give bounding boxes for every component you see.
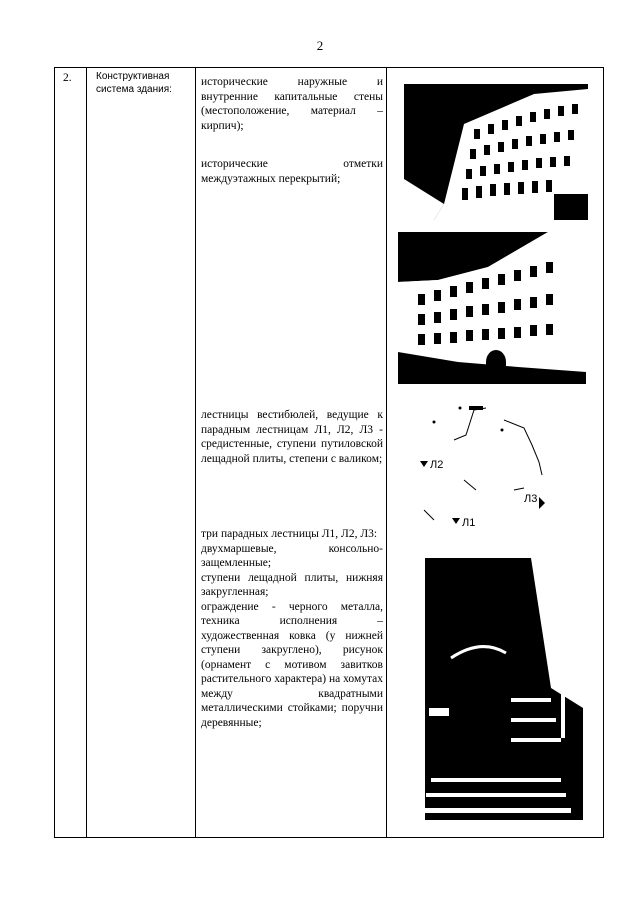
column-divider bbox=[86, 68, 87, 837]
heritage-table bbox=[54, 67, 604, 838]
facade-photo-2 bbox=[398, 232, 586, 384]
stairs-intro: три парадных лестницы Л1, Л2, Л3: bbox=[201, 528, 378, 540]
stairs-type: двухмаршевые, консольно-защемленные; bbox=[201, 542, 383, 569]
paragraph-main-stairs bbox=[201, 527, 383, 730]
stairs-steps: ступени лещадной плиты, нижняя закругленная; bbox=[201, 571, 383, 598]
stairs-railing: ограждение - черного металла, техника исполнения – художественная ковка (у нижней ступени закруглено), рисунок (орнамент с мотивом завитков растительного характера) на хомутах между квадратными металлическими стойками; поручни деревянные; bbox=[201, 600, 383, 729]
plan-label-l3: Л3 bbox=[524, 493, 538, 505]
column-divider bbox=[386, 68, 387, 837]
row-label: Конструктивная система здания: bbox=[96, 71, 172, 95]
row-number: 2. bbox=[63, 72, 72, 84]
floor-plan-sketch bbox=[404, 400, 584, 538]
column-divider bbox=[195, 68, 196, 837]
staircase-photo bbox=[411, 558, 583, 820]
paragraph-vestibule-stairs: лестницы вестибюлей, ведущие к парадным лестницам Л1, Л2, Л3 - средистенные, ступени путиловской лещадной плиты, степени с валиком; bbox=[201, 409, 383, 465]
page-number: 2 bbox=[316, 38, 324, 53]
paragraph-floors: исторические отметки междуэтажных перекрытий; bbox=[201, 158, 383, 185]
facade-photo-1 bbox=[404, 84, 588, 220]
plan-label-l2: Л2 bbox=[430, 459, 444, 471]
paragraph-walls: исторические наружные и внутренние капитальные стены (местоположение, материал – кирпич); bbox=[201, 76, 383, 132]
plan-label-l1: Л1 bbox=[462, 517, 476, 529]
